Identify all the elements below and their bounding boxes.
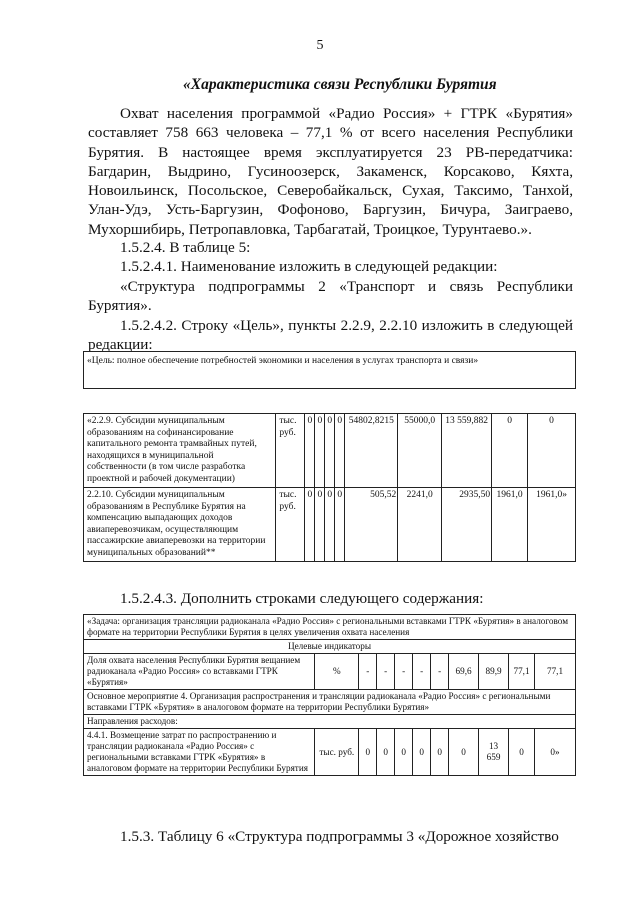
main-event-row: [84, 690, 576, 715]
cell-value: -: [377, 654, 395, 690]
cell-value: 0: [325, 488, 335, 562]
cell-value: 55000,0: [398, 414, 442, 488]
page-number: 5: [316, 38, 324, 53]
cell-value: 77,1: [509, 654, 535, 690]
row-unit: тыс. руб.: [276, 414, 305, 488]
coverage-paragraph: Охват населения программой «Радио Россия» + ГТРК «Бурятия» составляет 758 663 человека – 77,1 % от всего населения Республики Бурятия. В настоящее время эксплуатируется 23 РВ-передатчика: Багдарин, Выдрино, Гусиноозерск, Закаменск, Корсаково, Кяхта, Новоильинск, Посольское, Северобайкальск, Сухая, Таксимо, Танхой, Улан-Удэ, Усть-Баргузин, Фофоново, Баргузин, Бичура, Заиграево, Мухоршибирь, Петропавловка, Тарбагатай, Троицкое, Турунтаево.».: [88, 105, 573, 238]
cell-value: -: [431, 654, 449, 690]
cell-value: 1961,0»: [528, 488, 576, 562]
cell-value: 0: [431, 729, 449, 776]
cell-value: 0: [315, 414, 325, 488]
cell-value: -: [359, 654, 377, 690]
task-row: [84, 615, 576, 640]
table-row: [84, 654, 576, 690]
section-heading: «Характеристика связи Республики Бурятия: [183, 76, 497, 93]
cell-value: 0»: [535, 729, 576, 776]
cell-value: 505,52: [345, 488, 398, 562]
expense-name: 4.4.1. Возмещение затрат по распространению и трансляции радиоканала «Радио Россия» с региональными вставками ГТРК «Бурятия» в аналоговом формате на территории Республики Бурятия: [84, 729, 315, 776]
cell-value: 0: [335, 488, 345, 562]
clause-1-5-2-4-2: 1.5.2.4.2. Строку «Цель», пункты 2.2.9, 2.2.10 изложить в следующей редакции:: [88, 317, 573, 354]
indicators-header: Целевые индикаторы: [84, 640, 576, 654]
row-name: «2.2.9. Субсидии муниципальным образованиям на софинансирование капитального ремонта трамвайных путей, находящихся в муниципальной собственности (в том числе разработка проектной и рабочей документации): [84, 414, 276, 488]
cell-value: 89,9: [479, 654, 509, 690]
cell-value: 0: [305, 414, 315, 488]
clause-1-5-3: 1.5.3. Таблицу 6 «Структура подпрограммы 3 «Дорожное хозяйство: [120, 828, 559, 845]
row-unit: тыс. руб.: [276, 488, 305, 562]
cell-value: 0: [315, 488, 325, 562]
main-event-cell: Основное мероприятие 4. Организация распространения и трансляции радиоканала «Радио Россия» с региональными вставками ГТРК «Бурятия» в аналоговом формате на территории Республики Бурятия»: [84, 690, 576, 715]
cell-value: 0: [413, 729, 431, 776]
cell-value: 0: [509, 729, 535, 776]
cell-value: 0: [325, 414, 335, 488]
goal-cell: «Цель: полное обеспечение потребностей экономики и населения в услугах транспорта и связи»: [84, 352, 576, 389]
cell-value: 1961,0: [492, 488, 528, 562]
cell-value: 0: [528, 414, 576, 488]
table-new-rows: [83, 614, 576, 776]
cell-value: -: [413, 654, 431, 690]
cell-value: 13 659: [479, 729, 509, 776]
table-row: [84, 729, 576, 776]
table-row: [84, 414, 576, 488]
table-goal-rows: [83, 351, 576, 562]
clause-1-5-2-4-1: 1.5.2.4.1. Наименование изложить в следующей редакции:: [120, 258, 498, 275]
indicators-header-row: [84, 640, 576, 654]
cell-value: 54802,8215: [345, 414, 398, 488]
cell-value: 0: [395, 729, 413, 776]
expense-direction-row: [84, 715, 576, 729]
cell-value: 0: [359, 729, 377, 776]
cell-value: 0: [377, 729, 395, 776]
cell-value: 0: [492, 414, 528, 488]
cell-value: 13 559,882: [442, 414, 492, 488]
row-name: 2.2.10. Субсидии муниципальным образованиям в Республике Бурятия на компенсацию выпадающих доходов авиаперевозчикам, осуществляющим пассажирские авиаперевозки на территории муниципальных образований**: [84, 488, 276, 562]
cell-value: 69,6: [449, 654, 479, 690]
cell-value: 0: [335, 414, 345, 488]
expense-direction-cell: Направления расходов:: [84, 715, 576, 729]
goal-row: [84, 352, 576, 389]
cell-value: -: [395, 654, 413, 690]
cell-value: 77,1: [535, 654, 576, 690]
clause-1-5-2-4-3: 1.5.2.4.3. Дополнить строками следующего содержания:: [120, 590, 484, 607]
cell-value: 2935,50: [442, 488, 492, 562]
structure-title-line: «Структура подпрограммы 2 «Транспорт и связь Республики Бурятия».: [88, 278, 573, 315]
expense-unit: тыс. руб.: [315, 729, 359, 776]
cell-value: 2241,0: [398, 488, 442, 562]
indicator-unit: %: [315, 654, 359, 690]
cell-value: 0: [449, 729, 479, 776]
task-cell: «Задача: организация трансляции радиоканала «Радио Россия» с региональными вставками ГТРК «Бурятия» в аналоговом формате на территории Республики Бурятия в целях увеличения охвата населения: [84, 615, 576, 640]
cell-value: 0: [305, 488, 315, 562]
table-row: [84, 488, 576, 562]
clause-1-5-2-4: 1.5.2.4. В таблице 5:: [120, 239, 251, 256]
table-gap: [84, 389, 576, 414]
indicator-name: Доля охвата населения Республики Бурятия вещанием радиоканала «Радио Россия» со вставками ГТРК «Бурятия»: [84, 654, 315, 690]
